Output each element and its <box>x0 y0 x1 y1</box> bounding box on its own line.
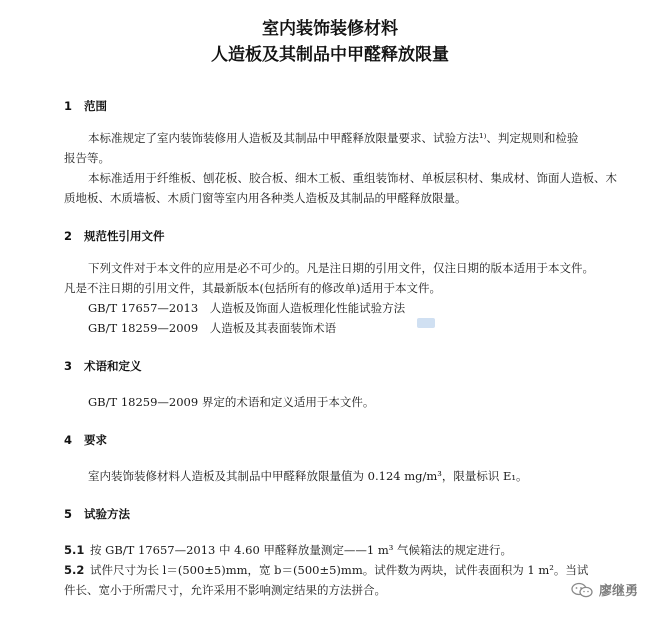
document-title-line1: 室内装饰装修材料 <box>262 19 398 39</box>
paragraph: GB/T 18259—2009 界定的术语和定义适用于本文件。 <box>88 395 375 409</box>
section-title: 规范性引用文件 <box>84 229 165 243</box>
section-heading-1 <box>64 98 107 114</box>
paragraph: 报告等。 <box>64 151 110 165</box>
section-title: 范围 <box>84 99 107 113</box>
paragraph: 本标准规定了室内装饰装修用人造板及其制品中甲醛释放限量要求、试验方法¹⁾、判定规则和检验 <box>88 131 579 145</box>
section-title: 术语和定义 <box>84 359 142 373</box>
clause-5-2 <box>64 560 588 580</box>
section-heading-2 <box>64 228 165 244</box>
clause-text: 试件尺寸为长 l＝(500±5)mm，宽 b＝(500±5)mm。试件数为两块，试件表面积为 1 m²。当试 <box>90 563 589 577</box>
scan-stamp-mark <box>417 318 435 328</box>
section-title: 要求 <box>84 433 107 447</box>
reference-item: GB/T 18259—2009 人造板及其表面装饰术语 <box>88 321 337 335</box>
section-title: 试验方法 <box>84 507 130 521</box>
section-number: 4 <box>64 433 73 447</box>
clause-5-1 <box>64 540 512 560</box>
clause-text: 按 GB/T 17657—2013 中 4.60 甲醛释放量测定——1 m³ 气候箱法的规定进行。 <box>90 543 513 557</box>
clause-number: 5.1 <box>64 543 85 557</box>
wechat-icon <box>571 582 593 598</box>
reference-item: GB/T 17657—2013 人造板及饰面人造板理化性能试验方法 <box>88 301 406 315</box>
paragraph: 凡是不注日期的引用文件，其最新版本(包括所有的修改单)适用于本文件。 <box>64 281 441 295</box>
paragraph: 本标准适用于纤维板、刨花板、胶合板、细木工板、重组装饰材、单板层积材、集成材、饰面人造板、木 <box>88 171 617 185</box>
section-number: 1 <box>64 99 73 113</box>
clause-text: 件长、宽小于所需尺寸，允许采用不影响测定结果的方法拼合。 <box>64 583 386 597</box>
document-title-line2: 人造板及其制品中甲醛释放限量 <box>211 45 449 65</box>
clause-number: 5.2 <box>64 563 85 577</box>
clause-5-2-continued <box>64 580 386 600</box>
watermark-text: 廖继勇 <box>598 584 638 599</box>
section-number: 5 <box>64 507 73 521</box>
section-heading-3 <box>64 358 142 374</box>
paragraph: 室内装饰装修材料人造板及其制品中甲醛释放限量值为 0.124 mg/m³，限量标识 E₁。 <box>88 469 528 483</box>
watermark <box>571 580 638 599</box>
paragraph: 下列文件对于本文件的应用是必不可少的。凡是注日期的引用文件，仅注日期的版本适用于本文件。 <box>88 261 594 275</box>
section-heading-5 <box>64 506 130 522</box>
section-number: 2 <box>64 229 73 243</box>
section-heading-4 <box>64 432 107 448</box>
paragraph: 质地板、木质墙板、木质门窗等室内用各种类人造板及其制品的甲醛释放限量。 <box>64 191 467 205</box>
section-number: 3 <box>64 359 73 373</box>
